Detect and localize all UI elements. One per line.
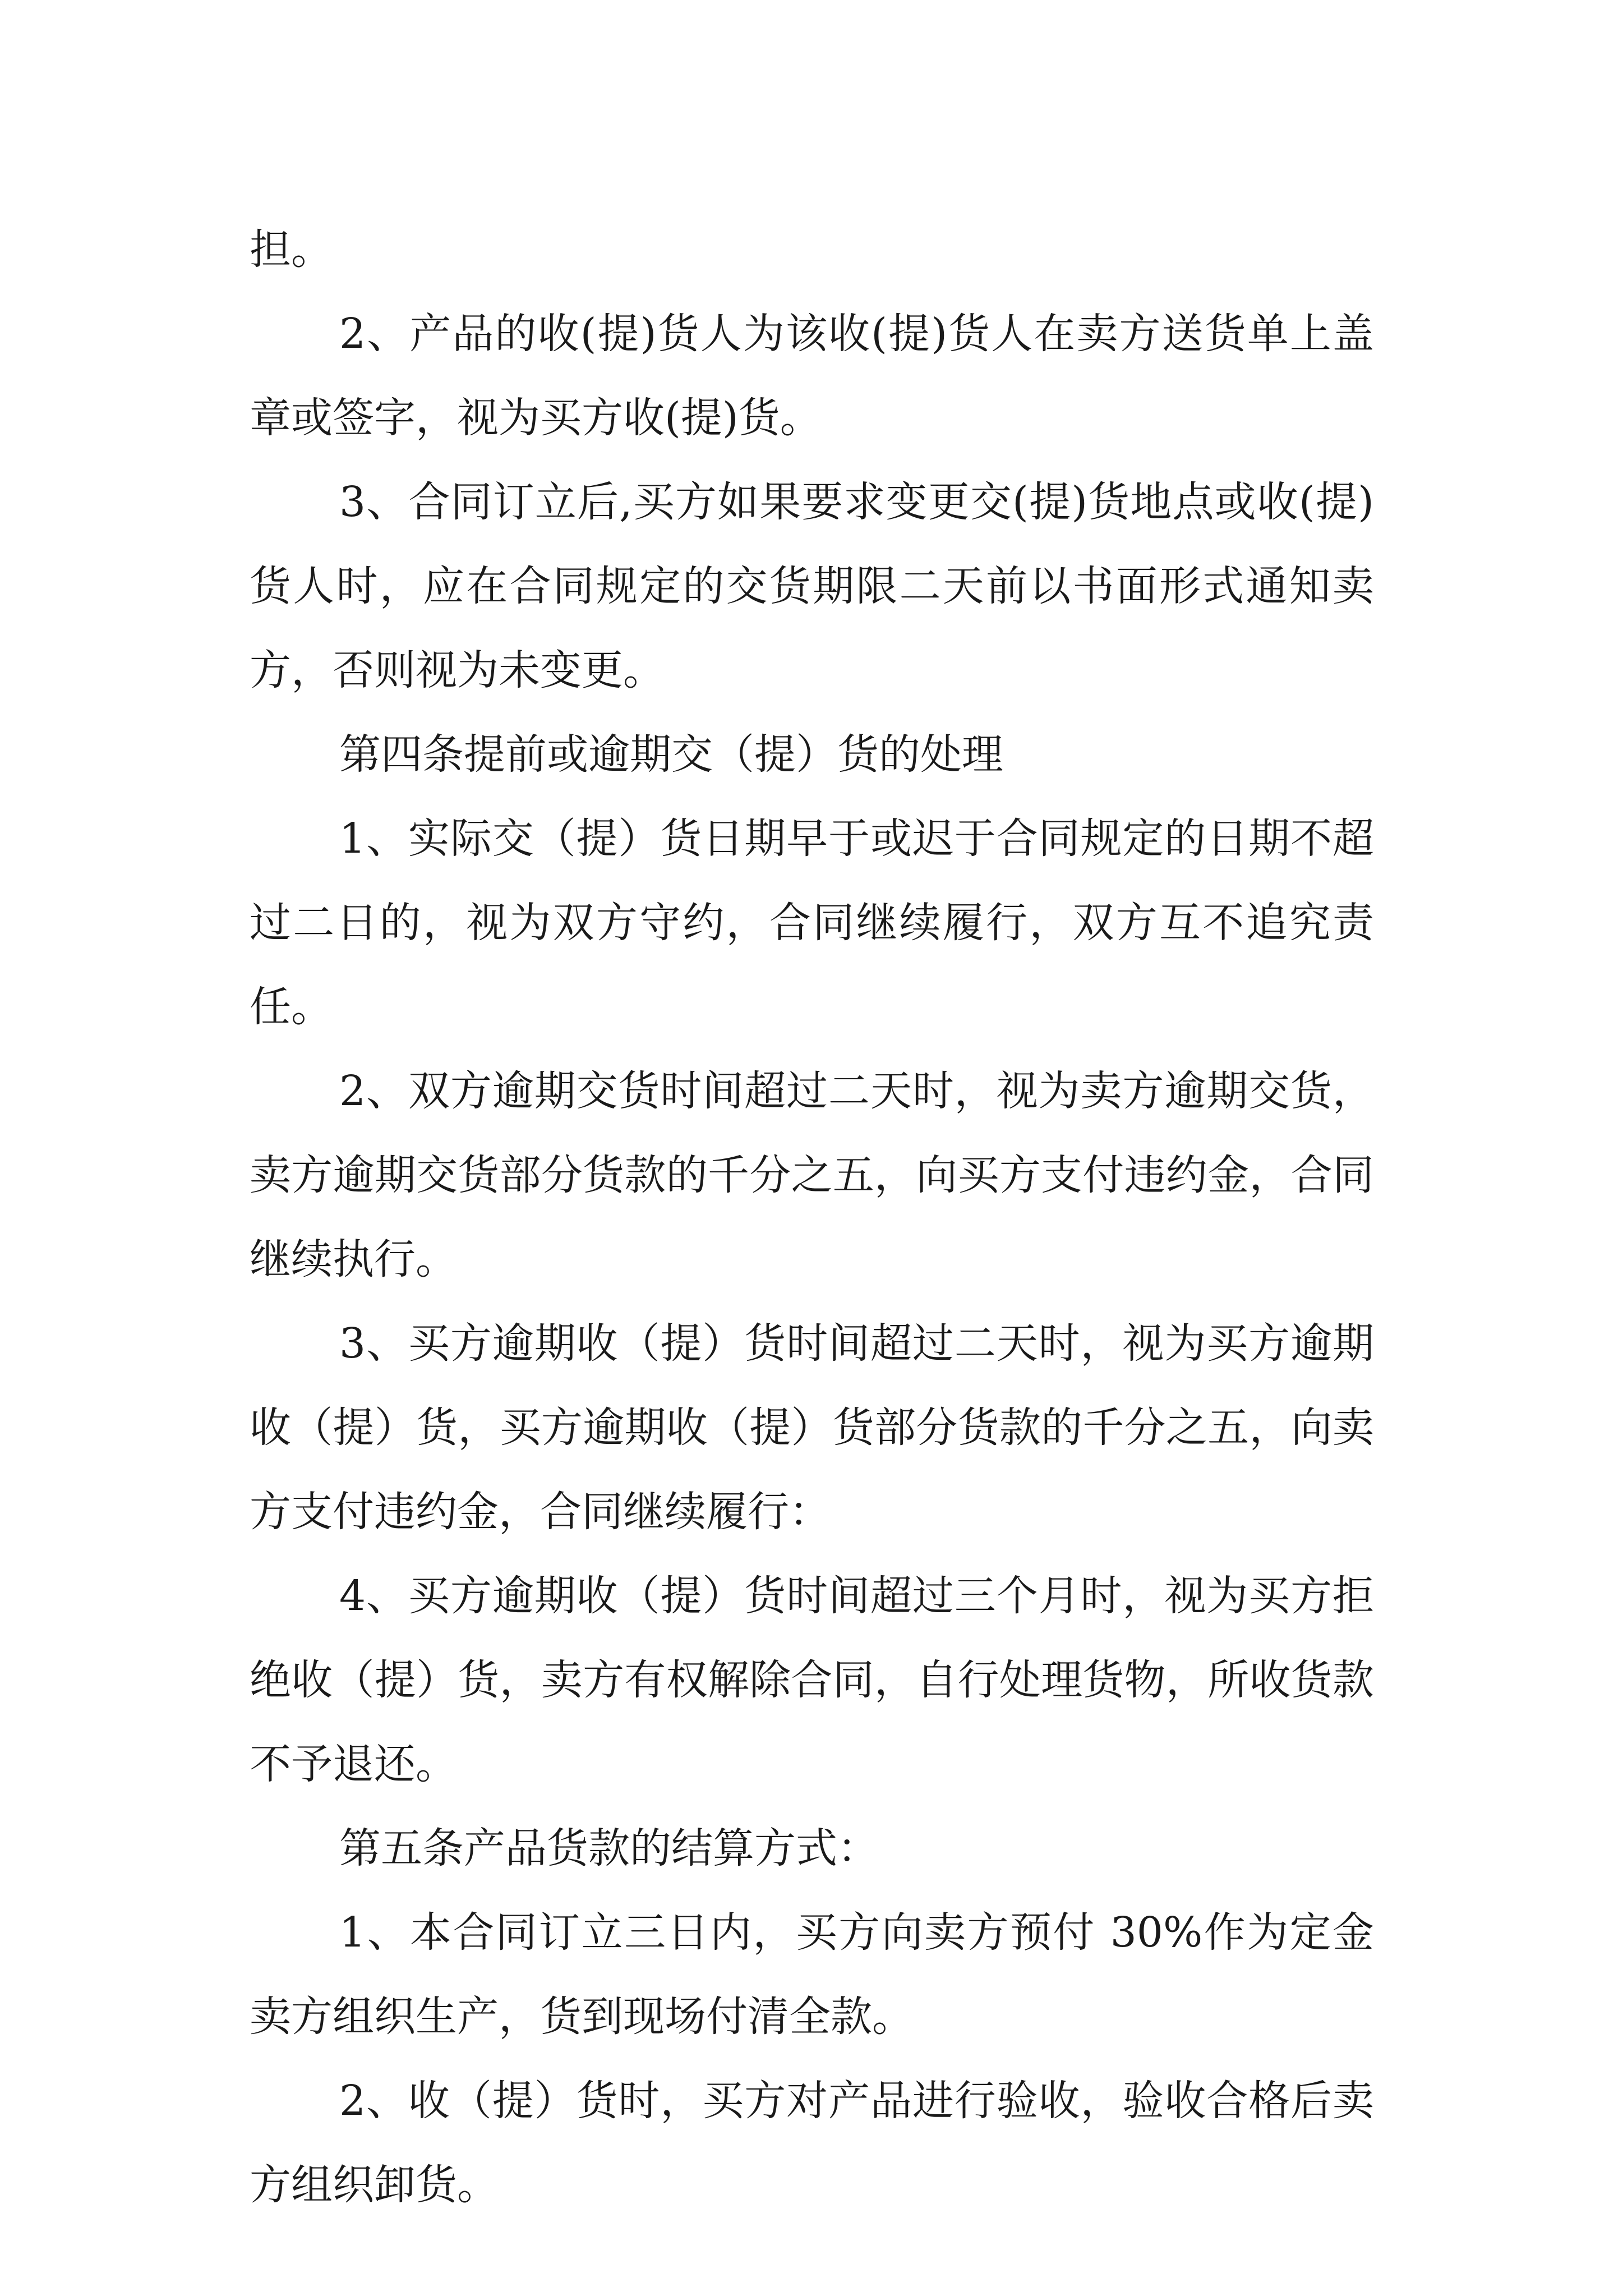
- paragraph-article-4-item-4: 4、买方逾期收（提）货时间超过三个月时，视为买方拒绝收（提）货，卖方有权解除合同，自行处理货物，所收货款不予退还。: [250, 1572, 1374, 1788]
- paragraph-article-4-item-2: 2、双方逾期交货时间超过二天时，视为卖方逾期交货，卖方逾期交货部分货款的千分之五，向买方支付违约金，合同继续执行。: [250, 1067, 1374, 1283]
- paragraph-article-4-item-1: 1、实际交（提）货日期早于或迟于合同规定的日期不超过二日的，视为双方守约，合同继续履行，双方互不追究责任。: [250, 815, 1374, 1031]
- paragraph-article-5-item-2: 2、收（提）货时，买方对产品进行验收，验收合格后卖方组织卸货。: [250, 2077, 1374, 2209]
- paragraph-article-5-item-1: 1、本合同订立三日内，买方向卖方预付 30%作为定金卖方组织生产，货到现场付清全款。: [250, 1908, 1374, 2041]
- paragraph-continuation: 担。: [250, 226, 333, 274]
- paragraph-article-4-item-3: 3、买方逾期收（提）货时间超过二天时，视为买方逾期收（提）货，买方逾期收（提）货部分货款的千分之五，向卖方支付违约金，合同继续履行：: [250, 1319, 1374, 1536]
- paragraph-item-2-receiver: 2、产品的收(提)货人为该收(提)货人在卖方送货单上盖章或签字，视为买方收(提)货。: [250, 310, 1374, 442]
- section-heading-article-4: 第四条提前或逾期交（提）货的处理: [339, 730, 1003, 779]
- paragraph-item-3-change-location: 3、合同订立后,买方如果要求变更交(提)货地点或收(提)货人时，应在合同规定的交货期限二天前以书面形式通知卖方，否则视为未变更。: [250, 478, 1374, 694]
- document-body: [250, 208, 1374, 2227]
- section-heading-article-5: 第五条产品货款的结算方式：: [339, 1824, 879, 1872]
